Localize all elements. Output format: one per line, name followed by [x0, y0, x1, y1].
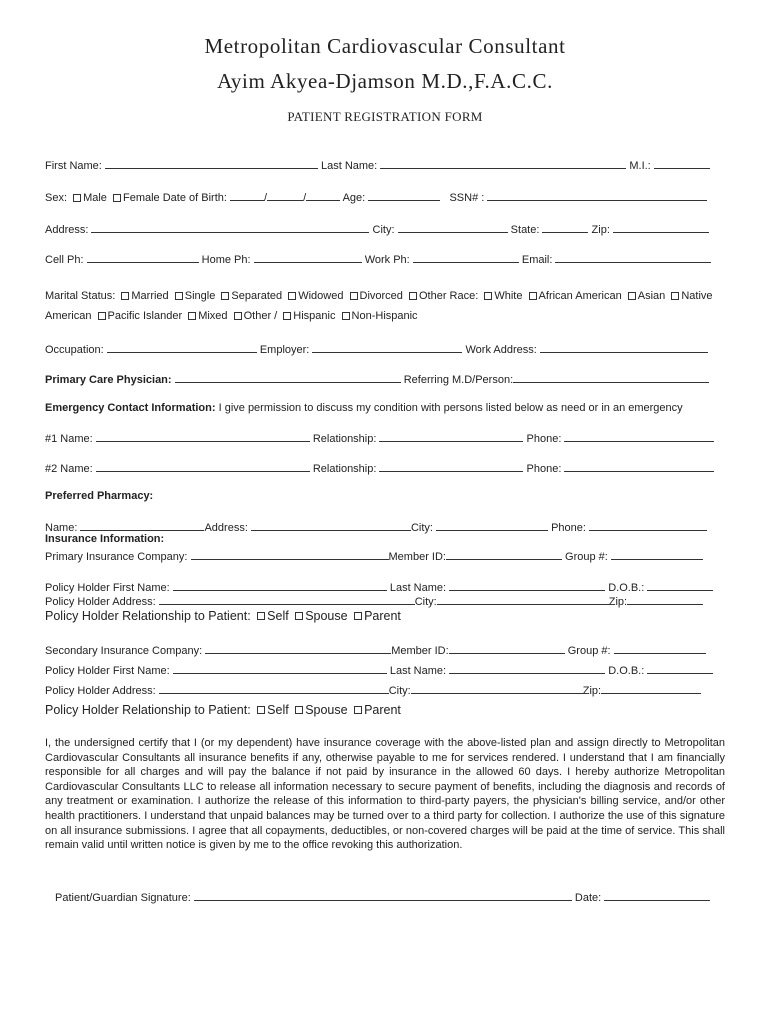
contact1-phone-field[interactable]	[564, 431, 714, 442]
native-label: Native	[681, 290, 713, 302]
first-name-label: First Name:	[45, 160, 102, 172]
contact2-phone-field[interactable]	[564, 461, 714, 472]
contact1-row	[45, 431, 714, 446]
occupation-label: Occupation:	[45, 344, 104, 356]
ph2-self-label: Self	[267, 703, 289, 717]
ph1-self-label: Self	[267, 609, 289, 623]
pharmacy-address-field[interactable]	[251, 520, 411, 531]
widowed-checkbox[interactable]	[288, 292, 296, 300]
occupation-row	[45, 342, 708, 357]
white-label: White	[494, 290, 523, 302]
pacific-islander-label: Pacific Islander	[107, 310, 183, 322]
divorced-label: Divorced	[359, 290, 403, 302]
dob-year-field[interactable]	[306, 190, 340, 201]
date-field[interactable]	[604, 890, 710, 901]
physician-name: Ayim Akyea-Djamson M.D.,F.A.C.C.	[217, 69, 553, 93]
occupation-field[interactable]	[107, 342, 257, 353]
ph2-dob-label: D.O.B.:	[608, 665, 645, 677]
ph1-self-checkbox[interactable]	[257, 612, 265, 620]
work-address-label: Work Address:	[465, 344, 537, 356]
cell-ph-field[interactable]	[87, 252, 199, 263]
home-ph-field[interactable]	[254, 252, 362, 263]
pharmacy-name-label: Name:	[45, 522, 78, 534]
ph2-address-field[interactable]	[159, 683, 389, 694]
primary-member-id-label: Member ID:	[388, 551, 446, 563]
ph1-dob-label: D.O.B.:	[608, 582, 645, 594]
ph1-last-name-field[interactable]	[449, 580, 605, 591]
ph1-last-name-label: Last Name:	[389, 582, 447, 594]
female-checkbox[interactable]	[113, 194, 121, 202]
age-label: Age:	[342, 192, 366, 204]
race-row	[45, 310, 418, 323]
age-field[interactable]	[368, 190, 440, 201]
email-label: Email:	[521, 254, 553, 266]
work-ph-field[interactable]	[413, 252, 519, 263]
cell-ph-label: Cell Ph:	[45, 254, 84, 266]
zip-label: Zip:	[591, 224, 610, 236]
ph2-city-label: City:	[388, 685, 411, 697]
contact1-phone-label: Phone:	[526, 433, 562, 445]
ph2-relationship-row	[45, 704, 401, 717]
ph2-spouse-label: Spouse	[305, 703, 348, 717]
signature-field[interactable]	[194, 890, 572, 901]
employer-label: Employer:	[259, 344, 310, 356]
authorization-text: I, the undersigned certify that I (or my dependent) have insurance coverage with the above-listed plan and assign directly to Metropolitan Cardiovascular Consultants all insurance benefits if any, otherwise payable to me for services rendered. I understand that I am financially responsible for all charges and will pay the balance if not paid by insurance in the allowed 60 days. I hereby authorize Metropolitan Cardiovascular Consultants LLC to release all information necessary to secure payment of benefits, including the diagnosis and records of any treatment or examination. I authorize the release of this information to third-party payers, the physician's billing service, and/or other health practitioners. I understand that unpaid balances may be turned over to a third party for collection. I authorize the use of this signature on all insurance submissions. I agree that all copayments, deductibles, or non-covered charges will be paid at the time of service. This shall remain valid until written notice is given by me to the office revoking this authorization.	[45, 737, 725, 852]
male-label: Male	[83, 192, 107, 204]
email-field[interactable]	[555, 252, 711, 263]
work-address-field[interactable]	[540, 342, 708, 353]
ph2-last-name-field[interactable]	[449, 663, 605, 674]
hispanic-checkbox[interactable]	[283, 312, 291, 320]
ph1-zip-field[interactable]	[627, 594, 703, 605]
contact1-name-label: #1 Name:	[45, 433, 93, 445]
secondary-member-id-field[interactable]	[449, 643, 565, 654]
dob-separator: /	[264, 192, 268, 204]
separated-label: Separated	[231, 290, 283, 302]
primary-insurance-row	[45, 549, 703, 564]
ph1-spouse-checkbox[interactable]	[295, 612, 303, 620]
pcp-label: Primary Care Physician:	[45, 374, 172, 386]
secondary-insurance-field[interactable]	[205, 643, 391, 654]
ph2-parent-checkbox[interactable]	[354, 706, 362, 714]
non-hispanic-checkbox[interactable]	[342, 312, 350, 320]
other-label: Other /	[243, 310, 278, 322]
pcp-field[interactable]	[175, 372, 401, 383]
sex-label: Sex:	[45, 192, 68, 204]
asian-checkbox[interactable]	[628, 292, 636, 300]
state-label: State:	[510, 224, 540, 236]
contact2-relationship-field[interactable]	[379, 461, 523, 472]
widowed-label: Widowed	[298, 290, 344, 302]
employer-field[interactable]	[312, 342, 462, 353]
date-label: Date:	[574, 892, 602, 904]
ssn-field[interactable]	[487, 190, 707, 201]
form-title: PATIENT REGISTRATION FORM	[287, 109, 483, 124]
pcp-row	[45, 372, 709, 387]
ph1-city-label: City:	[414, 596, 437, 608]
dob-separator: /	[303, 192, 307, 204]
white-checkbox[interactable]	[484, 292, 492, 300]
ph2-relationship-label: Policy Holder Relationship to Patient:	[45, 703, 251, 717]
other-checkbox[interactable]	[234, 312, 242, 320]
married-label: Married	[131, 290, 169, 302]
primary-group-label: Group #:	[565, 551, 608, 563]
ph2-name-row	[45, 663, 713, 678]
ph1-first-name-label: Policy Holder First Name:	[45, 582, 170, 594]
last-name-label: Last Name:	[320, 160, 378, 172]
contact2-name-field[interactable]	[96, 461, 310, 472]
phone-row	[45, 252, 711, 267]
ph1-address-field[interactable]	[159, 594, 415, 605]
pharmacy-phone-label: Phone:	[551, 522, 586, 534]
referring-label: Referring M.D/Person:	[403, 374, 514, 386]
mixed-checkbox[interactable]	[188, 312, 196, 320]
ph2-zip-label: Zip:	[582, 685, 602, 697]
male-checkbox[interactable]	[73, 194, 81, 202]
pharmacy-phone-field[interactable]	[589, 520, 707, 531]
dob-month-field[interactable]	[230, 190, 264, 201]
contact1-relationship-field[interactable]	[379, 431, 523, 442]
ph1-relationship-row	[45, 610, 401, 623]
secondary-insurance-row	[45, 643, 706, 658]
sex-dob-row	[45, 190, 707, 205]
ph1-city-field[interactable]	[437, 594, 609, 605]
marital-row	[45, 290, 713, 303]
marital-status-label: Marital Status:	[45, 290, 116, 302]
ph2-parent-label: Parent	[364, 703, 401, 717]
single-checkbox[interactable]	[175, 292, 183, 300]
african-american-checkbox[interactable]	[529, 292, 537, 300]
primary-insurance-label: Primary Insurance Company:	[45, 551, 188, 563]
ph1-spouse-label: Spouse	[305, 609, 348, 623]
secondary-group-field[interactable]	[614, 643, 706, 654]
emergency-text: I give permission to discuss my condition with persons listed below as need or in an emergency	[218, 402, 683, 414]
primary-member-id-field[interactable]	[446, 549, 562, 560]
hispanic-label: Hispanic	[293, 310, 336, 322]
referring-field[interactable]	[513, 372, 709, 383]
primary-insurance-field[interactable]	[191, 549, 389, 560]
address-label: Address:	[45, 224, 89, 236]
ph2-address-label: Policy Holder Address:	[45, 685, 156, 697]
ph1-first-name-field[interactable]	[173, 580, 387, 591]
ph2-first-name-field[interactable]	[173, 663, 387, 674]
native-checkbox[interactable]	[671, 292, 679, 300]
home-ph-label: Home Ph:	[201, 254, 251, 266]
dob-day-field[interactable]	[267, 190, 303, 201]
last-name-field[interactable]	[380, 158, 626, 169]
mi-label: M.I.:	[629, 160, 651, 172]
contact2-name-label: #2 Name:	[45, 463, 93, 475]
work-ph-label: Work Ph:	[364, 254, 410, 266]
emergency-heading: Emergency Contact Information:	[45, 402, 216, 414]
ssn-label: SSN# :	[449, 192, 485, 204]
emergency-row	[45, 402, 683, 415]
ph1-zip-label: Zip:	[608, 596, 628, 608]
ph1-parent-label: Parent	[364, 609, 401, 623]
ph2-zip-field[interactable]	[601, 683, 701, 694]
city-field[interactable]	[398, 222, 508, 233]
ph2-city-field[interactable]	[411, 683, 583, 694]
secondary-insurance-label: Secondary Insurance Company:	[45, 645, 203, 657]
secondary-group-label: Group #:	[567, 645, 611, 657]
ph2-last-name-label: Last Name:	[389, 665, 447, 677]
married-checkbox[interactable]	[121, 292, 129, 300]
ph1-dob-field[interactable]	[647, 580, 713, 591]
primary-group-field[interactable]	[611, 549, 703, 560]
signature-row	[55, 890, 710, 905]
contact1-name-field[interactable]	[96, 431, 310, 442]
ph1-relationship-label: Policy Holder Relationship to Patient:	[45, 609, 251, 623]
signature-label: Patient/Guardian Signature:	[55, 892, 191, 904]
dob-label: Date of Birth:	[162, 192, 227, 204]
african-american-label: African American	[538, 290, 622, 302]
ph1-address-label: Policy Holder Address:	[45, 596, 156, 608]
pharmacy-heading: Preferred Pharmacy:	[45, 490, 154, 502]
ph2-spouse-checkbox[interactable]	[295, 706, 303, 714]
state-field[interactable]	[542, 222, 588, 233]
practice-name: Metropolitan Cardiovascular Consultant	[204, 34, 566, 58]
single-label: Single	[184, 290, 216, 302]
pharmacy-name-field[interactable]	[80, 520, 204, 531]
other-race-label: Other Race:	[418, 290, 479, 302]
ph1-address-row	[45, 594, 703, 609]
pharmacy-city-label: City:	[410, 522, 433, 534]
mi-field[interactable]	[654, 158, 710, 169]
name-row	[45, 158, 710, 173]
contact1-relationship-label: Relationship:	[312, 433, 377, 445]
insurance-heading: Insurance Information:	[45, 533, 165, 545]
mixed-label: Mixed	[198, 310, 228, 322]
address-row	[45, 222, 709, 237]
contact2-relationship-label: Relationship:	[312, 463, 377, 475]
city-label: City:	[372, 224, 395, 236]
ph2-self-checkbox[interactable]	[257, 706, 265, 714]
female-label: Female	[122, 192, 160, 204]
pacific-islander-checkbox[interactable]	[98, 312, 106, 320]
asian-label: Asian	[637, 290, 666, 302]
other-race-checkbox[interactable]	[409, 292, 417, 300]
pharmacy-city-field[interactable]	[436, 520, 548, 531]
ph2-first-name-label: Policy Holder First Name:	[45, 665, 170, 677]
non-hispanic-label: Non-Hispanic	[351, 310, 418, 322]
divorced-checkbox[interactable]	[350, 292, 358, 300]
ph2-address-row	[45, 683, 701, 698]
pharmacy-address-label: Address:	[204, 522, 248, 534]
contact2-phone-label: Phone:	[526, 463, 562, 475]
contact2-row	[45, 461, 714, 476]
address-field[interactable]	[91, 222, 369, 233]
ph1-parent-checkbox[interactable]	[354, 612, 362, 620]
ph1-name-row	[45, 580, 713, 595]
ph2-dob-field[interactable]	[647, 663, 713, 674]
separated-checkbox[interactable]	[221, 292, 229, 300]
zip-field[interactable]	[613, 222, 709, 233]
american-label: American	[45, 310, 92, 322]
first-name-field[interactable]	[105, 158, 318, 169]
secondary-member-id-label: Member ID:	[391, 645, 449, 657]
